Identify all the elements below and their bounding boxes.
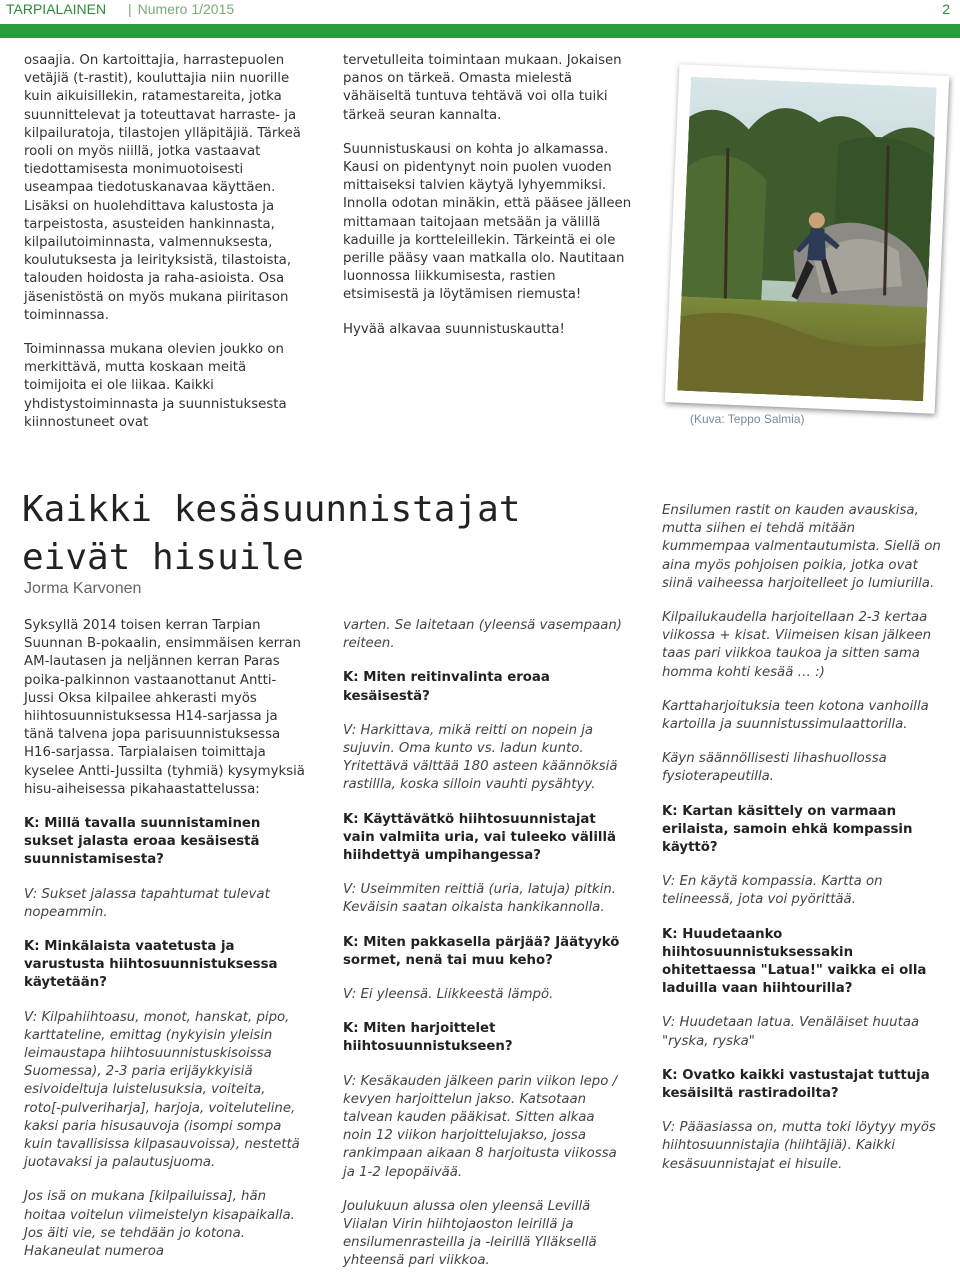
paragraph: Hyvää alkavaa suunnistuskautta!: [343, 321, 565, 337]
page-number: 2: [942, 1, 950, 17]
article-author: Jorma Karvonen: [24, 580, 142, 597]
page-header: [0, 0, 960, 24]
issue-number: | Numero 1/2015: [128, 1, 234, 17]
paragraph: Suunnistuskausi on kohta jo alkamassa. Kausi on pidentynyt noin puolen vuoden mittaiseksi talvien käytyä lyhyemmiksi. Innolla odotan minäkin, että pääsee jälleen mittamaan taitojaan metsään ja välillä kaduille ja kortteleillekin. Tärkeintä ei ole perille pääsy vaan matkalla olo. Nautitaan luonnossa liikkumisesta, rastien etsimisestä ja löytämisen riemusta!: [343, 141, 632, 303]
question: K: Huudetaanko hiihtosuunnistuksessakin ohitettaessa "Latua!" vaikka ei olla laduilla vaan hiihtourilla?: [662, 926, 927, 997]
answer: V: En käytä kompassia. Kartta on telineessä, jota voi pyörittää.: [662, 874, 883, 908]
answer: V: Kesäkauden jälkeen parin viikon lepo / kevyen harjoittelun jakso. Katsotaan talvean kauden pääkisat. Sitten alkaa noin 12 viikon harjoittelujakso, jossa rankimpaan aikaan 8 harjoitusta viikossa ja 1-2 lepopäivää.: [343, 1073, 618, 1180]
answer: Jos isä on mukana [kilpailuissa], hän hoitaa voitelun viimeistelyn kisapaikalla. Jos äiti vie, se tehdään jo kotona. Hakaneulat numeroa: [24, 1189, 295, 1260]
question: K: Minkälaista vaatetusta ja varustusta hiihtosuunnistuksessa käytetään?: [24, 939, 278, 991]
article-column-3: [662, 502, 942, 1190]
question: K: Miten pakkasella pärjää? Jäätyykö sormet, nenä tai muu keho?: [343, 934, 620, 968]
paragraph: Toiminnassa mukana olevien joukko on merkittävä, mutta koskaan meitä toimijoita ei ole liikaa. Kaikki yhdistystoiminnasta ja suunnistuksesta kiinnostuneet ovat: [24, 342, 287, 430]
question: K: Käyttävätkö hiihtosuunnistajat vain valmiita uria, vai tuleeko välillä hiihdettyä umpihangessa?: [343, 811, 616, 864]
orienteer-photo: [677, 77, 936, 401]
question: K: Kartan käsittely on varmaan erilaista, samoin ehkä kompassin käyttö?: [662, 803, 913, 856]
question: K: Ovatko kaikki vastustajat tuttuja kesäisiltä rastiradoilta?: [662, 1067, 930, 1102]
top-middle-column: [343, 52, 635, 355]
answer: Ensilumen rastit on kauden avauskisa, mutta siihen ei tehdä mitään kummempaa valmentautumista. Siellä on aina myös pohjoisen poikia, jotka ovat siinä vaiheessa harjoitelleet jo lumiurilla.: [662, 503, 941, 591]
answer: Karttaharjoituksia teen kotona vanhoilla kartoilla ja suunnistussimulaattorilla.: [662, 698, 929, 733]
photo-frame: [665, 64, 949, 413]
answer: varten. Se laitetaan (yleensä vasempaan) reiteen.: [343, 618, 622, 652]
question: K: Miten reitinvalinta eroaa kesäisestä?: [343, 670, 550, 704]
article-title: Kaikki kesäsuunnistajat eivät hisuile: [22, 489, 521, 578]
answer: V: Useimmiten reittiä (uria, latuja) pitkin. Keväisin saatan oikaista hankikannolla.: [343, 882, 616, 916]
answer: V: Ei yleensä. Liikkeestä lämpö.: [343, 987, 554, 1003]
top-left-column: [24, 52, 302, 448]
answer: V: Huudetaan latua. Venäläiset huutaa "ryska, ryska": [662, 1015, 920, 1049]
question: K: Millä tavalla suunnistaminen sukset jalasta eroaa kesäisestä suunnistamisesta?: [24, 816, 261, 868]
answer: Joulukuun alussa olen yleensä Levillä Viialan Virin hiihtojaoston leirillä ja ensilumenrasteilla ja -leirillä Ylläksellä yhteensä pari viikkoa.: [343, 1198, 597, 1269]
publication-name: TARPIALAINEN: [6, 1, 107, 17]
question: K: Miten harjoittelet hiihtosuunnistukseen?: [343, 1021, 513, 1055]
article-column-2: [343, 617, 625, 1287]
paragraph: tervetulleita toimintaan mukaan. Jokaisen panos on tärkeä. Omasta mielestä vähäiseltä tuntuva tehtävä voi olla tuiki tärkeä seuran kannalta.: [343, 53, 622, 123]
answer: V: Sukset jalassa tapahtumat tulevat nopeammin.: [24, 886, 270, 920]
header-rule: [0, 24, 960, 38]
paragraph: Syksyllä 2014 toisen kerran Tarpian Suunnan B-pokaalin, ensimmäisen kerran AM-lautasen ja neljännen kerran Paras poika-palkinnon vastaanottanut Antti-Jussi Oksa kilpailee ahkerasti myös hiihtosuunnistuksessa H14-sarjassa ja tänä talvena jopa parisuunnistuksessa H16-sarjassa. Tarpialaisen toimittaja kyselee Antti-Jussilta (tyhmiä) kysymyksiä hisu-aiheisessa pikahaastattelussa:: [24, 618, 305, 797]
article-column-1: [24, 617, 306, 1277]
answer: V: Kilpahiihtoasu, monot, hanskat, pipo, karttateline, emittag (nykyisin yleisin leimaustapa hiihtosuunnistuskisoissa Suomessa), 2-3 paria erijäykkyisiä esivoideltuja luistelusuksia, voiteita, roto[-pulveriharja], harjoja, voiteluteline, kaksi paria hisusauvoja (isompi sompa kuin tavallisissa kilpasauvoissa), nestettä juotavaksi ja palautusjuoma.: [24, 1009, 300, 1171]
answer: V: Pääasiassa on, mutta toki löytyy myös hiihtosuunnistajia (hiihtäjiä). Kaikki kesäsuunnistajat ei hisuile.: [662, 1120, 936, 1172]
photo-caption: (Kuva: Teppo Salmia): [690, 412, 805, 426]
answer: Kilpailukaudella harjoitellaan 2-3 kertaa viikossa + kisat. Viimeisen kisan jälkeen taas pari viikkoa taukoa ja sitten sama homma kohti kesää … :): [662, 610, 932, 680]
answer: Käyn säännöllisesti lihashuollossa fysioterapeutilla.: [662, 751, 887, 785]
paragraph: osaajia. On kartoittajia, harrastepuolen vetäjiä (t-rastit), kouluttajia niin nuorille kuin aikuisillekin, ratamestareita, jotka suunnittelevat ja toteuttavat harraste- ja kilpailuratoja, tilastojen ylläpitäjiä. Tärkeä rooli on myös niillä, jotka vastaavat tiedottamisesta monimuotoisesti useampaa tiedotuskanavaa käyttäen. Lisäksi on huolehdittava kalustosta ja tarpeistosta, asusteiden hankinnasta, kilpailutoiminnasta, valmennuksesta, koulutuksesta ja leirityksistä, tilastoista, talouden hoidosta ja raha-asioista. Osa jäsenistöstä on myös mukana piiritason toiminnassa.: [24, 53, 301, 323]
answer: V: Harkittava, mikä reitti on nopein ja sujuvin. Oma kunto vs. ladun kunto. Yritettävä välttää 180 asteen käännöksiä rastillla, koska silloin vauhti pysähtyy.: [343, 722, 618, 793]
